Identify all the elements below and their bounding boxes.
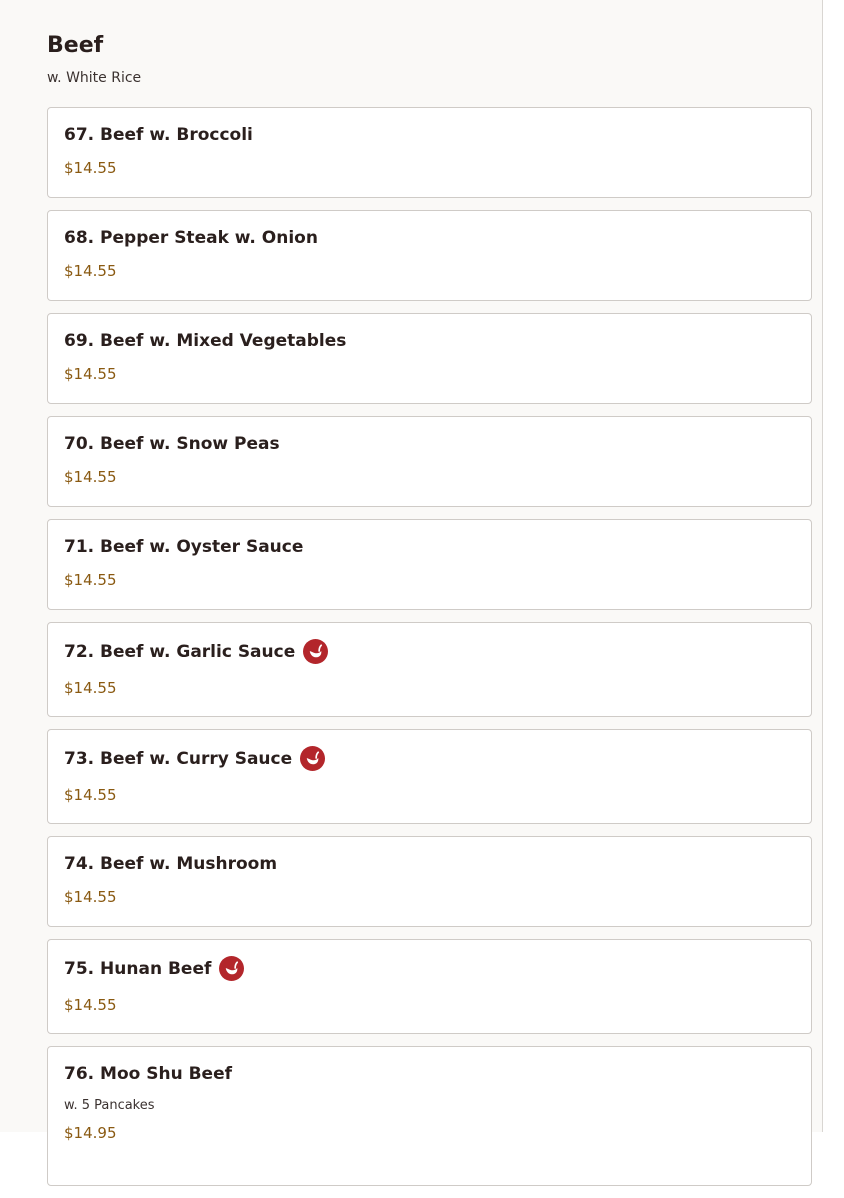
menu-item-67[interactable]	[47, 107, 812, 198]
menu-item-73[interactable]	[47, 729, 812, 824]
item-name: 68. Pepper Steak w. Onion	[64, 228, 318, 248]
item-price: $14.55	[64, 679, 117, 697]
item-name: 74. Beef w. Mushroom	[64, 854, 278, 874]
menu-item-68[interactable]	[47, 210, 812, 301]
item-price: $14.55	[64, 786, 117, 804]
item-name: 69. Beef w. Mixed Vegetables	[64, 331, 347, 351]
item-name: 71. Beef w. Oyster Sauce	[64, 537, 304, 557]
item-price: $14.55	[64, 468, 117, 486]
item-name: 75. Hunan Beef	[64, 956, 244, 981]
item-price: $14.55	[64, 888, 117, 906]
item-name: 70. Beef w. Snow Peas	[64, 434, 280, 454]
menu-item-70[interactable]	[47, 416, 812, 507]
section-subtitle: w. White Rice	[47, 70, 142, 86]
item-price: $14.55	[64, 996, 117, 1014]
menu-item-76[interactable]	[47, 1046, 812, 1186]
item-price: $14.55	[64, 159, 117, 177]
menu-item-72[interactable]	[47, 622, 812, 717]
menu-item-74[interactable]	[47, 836, 812, 927]
item-price: $14.55	[64, 262, 117, 280]
menu-item-list	[47, 107, 812, 1198]
menu-item-69[interactable]	[47, 313, 812, 404]
item-price: $14.95	[64, 1124, 117, 1142]
item-description: w. 5 Pancakes	[64, 1098, 155, 1113]
chili-pepper-icon	[219, 956, 244, 981]
item-name: 73. Beef w. Curry Sauce	[64, 746, 325, 771]
item-name: 72. Beef w. Garlic Sauce	[64, 639, 328, 664]
item-name: 67. Beef w. Broccoli	[64, 125, 253, 145]
menu-item-71[interactable]	[47, 519, 812, 610]
chili-pepper-icon	[300, 746, 325, 771]
item-price: $14.55	[64, 571, 117, 589]
chili-pepper-icon	[303, 639, 328, 664]
section-title: Beef	[47, 33, 104, 58]
item-price: $14.55	[64, 365, 117, 383]
item-name: 76. Moo Shu Beef	[64, 1064, 233, 1084]
menu-item-75[interactable]	[47, 939, 812, 1034]
